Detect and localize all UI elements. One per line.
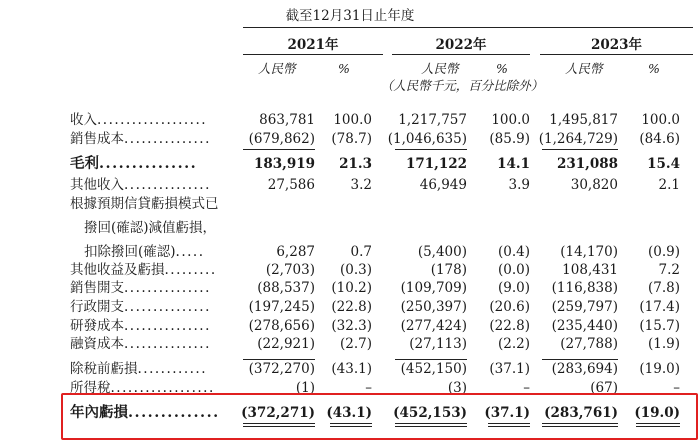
total-rule-b5 <box>542 426 618 427</box>
value-cell: (259,797) <box>551 299 618 315</box>
leader-dots: ............... <box>99 155 198 172</box>
row-label: 年內虧損.............. <box>70 404 220 421</box>
total-rule-b1 <box>243 426 315 427</box>
leader-dots: ............... <box>124 318 211 334</box>
value-cell: 30,820 <box>570 177 618 193</box>
row-label: 銷售開支............... <box>70 280 211 296</box>
value-cell: (0.9) <box>647 244 680 260</box>
year-2022: 2022年 <box>435 37 487 53</box>
value-cell: (37.1) <box>489 361 530 377</box>
value-cell: (15.7) <box>639 318 680 334</box>
value-cell: 3.9 <box>508 177 530 193</box>
percent-2022: % <box>496 61 508 76</box>
value-cell: (3) <box>447 380 467 396</box>
rule-subtotal-2 <box>395 149 467 150</box>
period-title: 截至12月31日止年度 <box>285 8 415 24</box>
total-rule-a2 <box>330 423 372 424</box>
value-cell: (452,153) <box>393 405 467 421</box>
unit-note: （人民幣千元，百分比除外） <box>380 78 544 93</box>
header-rule <box>243 27 693 28</box>
value-cell: (679,862) <box>248 131 315 147</box>
total-rule-a6 <box>636 423 680 424</box>
leader-dots: .............. <box>128 404 220 421</box>
row-label: 行政開支............... <box>70 299 211 315</box>
value-cell: (43.1) <box>331 361 372 377</box>
value-cell: (14,170) <box>560 244 618 260</box>
value-cell: (0.4) <box>497 244 530 260</box>
value-cell: (10.2) <box>331 280 372 296</box>
value-cell: – <box>523 380 530 396</box>
rule-subtotal-1 <box>243 149 315 150</box>
year-2022-rule <box>392 54 530 55</box>
value-cell: 108,431 <box>562 262 618 278</box>
leader-dots: ............... <box>124 131 211 147</box>
value-cell: (32.3) <box>331 318 372 334</box>
value-cell: (43.1) <box>326 405 372 421</box>
leader-dots: .................. <box>110 380 215 396</box>
value-cell: (178) <box>430 262 467 278</box>
value-cell: (84.6) <box>639 131 680 147</box>
value-cell: 171,122 <box>405 156 467 172</box>
value-cell: (197,245) <box>248 299 315 315</box>
value-cell: (277,424) <box>400 318 467 334</box>
value-cell: 100.0 <box>491 112 530 128</box>
year-2021: 2021年 <box>287 37 339 53</box>
value-cell: (9.0) <box>497 280 530 296</box>
value-cell: 0.7 <box>350 244 372 260</box>
value-cell: (452,150) <box>400 361 467 377</box>
value-cell: – <box>365 380 372 396</box>
row-label: 其他收益及虧損......... <box>70 262 217 278</box>
value-cell: (1,264,729) <box>538 131 618 147</box>
value-cell: (67) <box>590 380 618 396</box>
value-cell: 100.0 <box>333 112 372 128</box>
value-cell: 231,088 <box>556 156 618 172</box>
value-cell: (1,046,635) <box>387 131 467 147</box>
value-cell: 863,781 <box>259 112 315 128</box>
row-label: 收入................... <box>70 112 208 128</box>
value-cell: (2.2) <box>497 336 530 352</box>
rule-subtotal-3 <box>542 149 618 150</box>
year-2021-rule <box>243 54 383 55</box>
value-cell: (7.8) <box>647 280 680 296</box>
value-cell: (22.8) <box>489 318 530 334</box>
leader-dots: ............... <box>124 177 211 193</box>
value-cell: (20.6) <box>489 299 530 315</box>
row-label-line: 扣除撥回(確認)..... <box>84 244 205 260</box>
value-cell: (250,397) <box>400 299 467 315</box>
leader-dots: ......... <box>164 262 217 278</box>
rule-pretax-1 <box>243 359 315 360</box>
value-cell: 100.0 <box>641 112 680 128</box>
value-cell: (27,113) <box>409 336 467 352</box>
leader-dots: ............... <box>124 336 211 352</box>
value-cell: 15.4 <box>647 156 680 172</box>
value-cell: 2.1 <box>658 177 680 193</box>
value-cell: (2.7) <box>339 336 372 352</box>
value-cell: (22,921) <box>257 336 315 352</box>
value-cell: (283,694) <box>551 361 618 377</box>
value-cell: (372,271) <box>241 405 315 421</box>
total-rule-b6 <box>636 426 680 427</box>
value-cell: – <box>673 380 680 396</box>
row-label: 研發成本............... <box>70 318 211 334</box>
value-cell: (85.9) <box>489 131 530 147</box>
value-cell: (78.7) <box>331 131 372 147</box>
leader-dots: ............ <box>137 361 207 377</box>
value-cell: (19.0) <box>634 405 680 421</box>
value-cell: (27,788) <box>560 336 618 352</box>
value-cell: (283,761) <box>544 405 618 421</box>
total-rule-a1 <box>243 423 315 424</box>
value-cell: 21.3 <box>339 156 372 172</box>
value-cell: 1,217,757 <box>398 112 467 128</box>
rule-pretax-2 <box>395 359 467 360</box>
value-cell: (278,656) <box>248 318 315 334</box>
value-cell: (22.8) <box>331 299 372 315</box>
value-cell: (2,703) <box>265 262 315 278</box>
total-rule-b4 <box>488 426 530 427</box>
leader-dots: ............... <box>124 280 211 296</box>
total-rule-b3 <box>395 426 467 427</box>
value-cell: (19.0) <box>639 361 680 377</box>
value-cell: (372,270) <box>248 361 315 377</box>
currency-2021: 人民幣 <box>258 61 296 76</box>
value-cell: (88,537) <box>257 280 315 296</box>
rule-pretax-3 <box>542 359 618 360</box>
percent-2023: % <box>648 61 660 76</box>
row-label: 融資成本............... <box>70 336 211 352</box>
row-label: 所得稅.................. <box>70 380 215 396</box>
value-cell: (116,838) <box>551 280 618 296</box>
total-rule-b2 <box>330 426 372 427</box>
value-cell: 3.2 <box>350 177 372 193</box>
total-rule-a3 <box>395 423 467 424</box>
percent-2021: % <box>338 61 350 76</box>
value-cell: (109,709) <box>400 280 467 296</box>
value-cell: (1.9) <box>647 336 680 352</box>
row-label: 除稅前虧損............ <box>70 361 207 377</box>
row-label-line: 撥回(確認)減值虧損， <box>84 220 217 236</box>
total-rule-a5 <box>542 423 618 424</box>
value-cell: 7.2 <box>658 262 680 278</box>
value-cell: 6,287 <box>276 244 315 260</box>
value-cell: 14.1 <box>497 156 530 172</box>
value-cell: 46,949 <box>419 177 467 193</box>
loss-highlight-box <box>61 393 698 440</box>
value-cell: (5,400) <box>417 244 467 260</box>
currency-2022: 人民幣 <box>421 61 459 76</box>
row-label: 其他收入............... <box>70 177 211 193</box>
year-2023: 2023年 <box>590 37 643 53</box>
row-label: 銷售成本............... <box>70 131 211 147</box>
currency-2023: 人民幣 <box>565 61 603 76</box>
leader-dots: ............... <box>124 299 211 315</box>
year-2023-rule <box>540 54 693 55</box>
value-cell: (0.0) <box>497 262 530 278</box>
value-cell: 1,495,817 <box>549 112 618 128</box>
value-cell: (37.1) <box>484 405 530 421</box>
row-label: 毛利............... <box>70 155 198 172</box>
value-cell: 27,586 <box>267 177 315 193</box>
row-label-line: 根據預期信貸虧損模式已 <box>70 196 219 212</box>
value-cell: (235,440) <box>551 318 618 334</box>
value-cell: (1) <box>295 380 315 396</box>
leader-dots: ..... <box>175 244 205 260</box>
value-cell: (0.3) <box>339 262 372 278</box>
leader-dots: ................... <box>97 112 208 128</box>
value-cell: (17.4) <box>639 299 680 315</box>
value-cell: 183,919 <box>253 156 315 172</box>
total-rule-a4 <box>488 423 530 424</box>
